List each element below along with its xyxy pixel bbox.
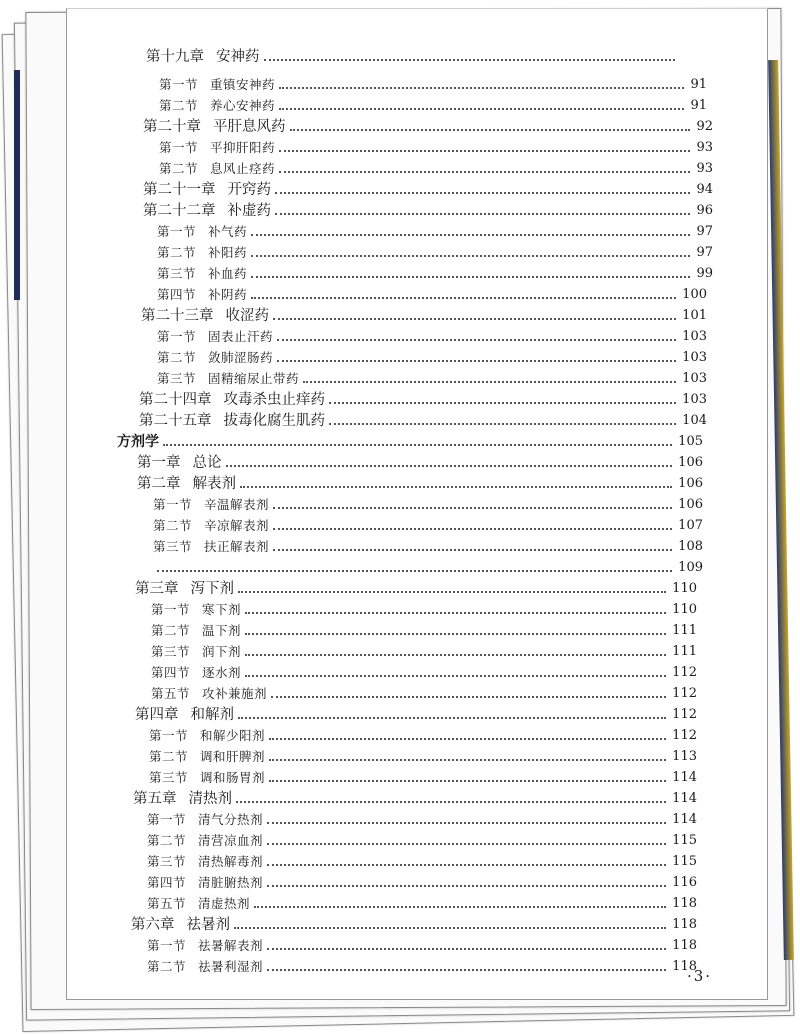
toc-entry-text: 泻下剂	[190, 581, 234, 597]
toc-entry-number: 第一节	[149, 728, 189, 743]
leader-dots	[279, 171, 690, 173]
toc-entry-text: 辛温解表剂	[204, 497, 270, 512]
toc-entry-text: 和解剂	[190, 707, 234, 723]
toc-section-row	[147, 959, 697, 975]
toc-entry-title	[157, 350, 277, 366]
toc-section-row	[147, 896, 697, 912]
toc-entry-text: 补虚药	[227, 203, 271, 219]
toc-section-row	[153, 560, 703, 576]
toc-entry-number: 第二节	[159, 98, 199, 113]
toc-section-row	[157, 245, 713, 261]
toc-entry-number: 第一节	[147, 812, 187, 827]
toc-entry-number: 第三节	[157, 266, 197, 281]
toc-entry-title	[159, 98, 279, 114]
toc-entry-text: 补血药	[208, 266, 248, 281]
leader-dots	[251, 297, 676, 299]
leader-dots	[267, 969, 666, 971]
toc-entry-number: 第二十五章	[139, 413, 212, 429]
toc-entry-title	[146, 49, 264, 65]
toc-entry-text: 清虚热剂	[198, 896, 251, 911]
toc-entry-text: 调和肝脾剂	[200, 749, 266, 764]
toc-chapter-row	[141, 308, 707, 324]
toc-entry-title	[147, 812, 267, 828]
leader-dots	[279, 108, 684, 110]
toc-entry-text: 总论	[192, 455, 222, 471]
toc-entry-text: 祛暑利湿剂	[198, 959, 264, 974]
toc-section-row	[159, 77, 707, 93]
toc-chapter-row	[146, 49, 681, 65]
toc-entry-text: 调和肠胃剂	[200, 770, 266, 785]
toc-entry-page: 105	[678, 434, 703, 449]
toc-entry-number: 第二节	[153, 518, 193, 533]
toc-entry-text: 解表剂	[192, 476, 236, 492]
leader-dots	[251, 276, 690, 278]
toc-entry-title	[117, 434, 163, 450]
toc-entry-page: 94	[696, 182, 713, 197]
toc-entry-number: 第二十三章	[141, 308, 214, 324]
toc-entry-title	[131, 917, 234, 933]
book-cover-edge	[14, 70, 20, 300]
leader-dots	[236, 801, 666, 803]
toc-entry-page: 118	[672, 959, 697, 974]
toc-chapter-row	[139, 392, 707, 408]
toc-entry-page: 110	[672, 581, 697, 596]
toc-entry-title	[143, 182, 275, 198]
toc-section-row	[159, 140, 713, 156]
leader-dots	[329, 423, 676, 425]
toc-entry-page: 107	[678, 518, 703, 533]
leader-dots	[238, 591, 666, 593]
toc-entry-number: 第三节	[157, 371, 197, 386]
toc-section-row	[147, 812, 697, 828]
leader-dots	[275, 192, 690, 194]
toc-entry-page: 115	[672, 833, 697, 848]
toc-chapter-row	[143, 119, 713, 135]
toc-entry-title	[153, 497, 273, 513]
toc-entry-text: 补阳药	[208, 245, 248, 260]
toc-entry-text: 清热解毒剂	[198, 854, 264, 869]
toc-entry-title	[147, 833, 267, 849]
toc-entry-number: 第一节	[157, 329, 197, 344]
leader-dots	[245, 633, 666, 635]
toc-entry-page: 91	[690, 77, 707, 92]
toc-section-row	[157, 224, 713, 240]
toc-entry-text: 逐水剂	[202, 665, 242, 680]
toc-section-row	[151, 623, 697, 639]
leader-dots	[267, 885, 666, 887]
toc-entry-title	[157, 224, 251, 240]
toc-entry-text: 润下剂	[202, 644, 242, 659]
toc-entry-text: 敛肺涩肠药	[208, 350, 274, 365]
leader-dots	[273, 549, 672, 551]
toc-chapter-row	[135, 581, 697, 597]
toc-entry-number: 第二节	[157, 350, 197, 365]
toc-entry-number: 第二章	[137, 476, 181, 492]
toc-entry-title	[137, 476, 240, 492]
toc-section-row	[157, 266, 713, 282]
toc-section-row	[153, 518, 703, 534]
toc-entry-number: 第三节	[151, 644, 191, 659]
toc-entry-title	[143, 203, 275, 219]
toc-chapter-row	[137, 476, 703, 492]
toc-entry-page: 106	[678, 455, 703, 470]
toc-chapter-row	[137, 455, 703, 471]
toc-entry-page: 118	[672, 896, 697, 911]
leader-dots	[267, 864, 666, 866]
toc-entry-page: 104	[682, 413, 707, 428]
toc-entry-text: 清脏腑热剂	[198, 875, 264, 890]
toc-entry-text: 息风止痉药	[210, 161, 276, 176]
toc-entry-page: 106	[678, 476, 703, 491]
toc-entry-page: 110	[672, 602, 697, 617]
toc-entry-title	[143, 119, 290, 135]
toc-entry-number: 第十九章	[146, 49, 204, 65]
toc-section-row	[157, 350, 707, 366]
toc-entry-title	[159, 161, 279, 177]
leader-dots	[163, 444, 672, 446]
toc-section-row	[157, 329, 707, 345]
toc-entry-title	[137, 455, 226, 471]
toc-entry-page: 112	[672, 707, 697, 722]
toc-section-row	[149, 770, 697, 786]
toc-entry-number: 第五章	[133, 791, 177, 807]
leader-dots	[267, 843, 666, 845]
toc-chapter-row	[143, 203, 713, 219]
toc-entry-text: 扶正解表剂	[204, 539, 270, 554]
leader-dots	[251, 255, 690, 257]
toc-section-row	[157, 371, 707, 387]
leader-dots	[329, 402, 676, 404]
toc-entry-page: 113	[672, 749, 697, 764]
toc-entry-text: 清气分热剂	[198, 812, 264, 827]
toc-entry-title	[157, 329, 277, 345]
toc-entry-number: 第一章	[137, 455, 181, 471]
leader-dots	[254, 906, 666, 908]
toc-entry-number: 第五节	[151, 686, 191, 701]
toc-entry-page: 111	[672, 644, 697, 659]
toc-entry-text: 重镇安神药	[210, 77, 276, 92]
toc-page	[66, 8, 768, 1000]
leader-dots	[271, 696, 666, 698]
toc-entry-page: 103	[682, 371, 707, 386]
toc-section-row	[149, 728, 697, 744]
toc-entry-page: 97	[696, 224, 713, 239]
toc-entry-title	[153, 518, 273, 534]
toc-section-row	[151, 665, 697, 681]
toc-entry-number: 第三章	[135, 581, 179, 597]
leader-dots	[277, 360, 676, 362]
toc-entry-page: 114	[672, 812, 697, 827]
toc-entry-page: 99	[696, 266, 713, 281]
toc-entry-number: 第二节	[147, 833, 187, 848]
toc-entry-page: 116	[672, 875, 697, 890]
leader-dots	[267, 822, 666, 824]
toc-entry-number: 第二十四章	[139, 392, 212, 408]
toc-entry-text: 祛暑解表剂	[198, 938, 264, 953]
toc-section-row	[147, 875, 697, 891]
toc-entry-text: 攻补兼施剂	[202, 686, 268, 701]
toc-entry-text: 祛暑剂	[186, 917, 230, 933]
toc-chapter-row	[139, 413, 707, 429]
toc-entry-number: 第六章	[131, 917, 175, 933]
toc-entry-title	[135, 707, 238, 723]
toc-entry-number: 第二十二章	[143, 203, 216, 219]
toc-entry-page: 92	[696, 119, 713, 134]
toc-entry-title	[149, 770, 269, 786]
toc-entry-title	[139, 413, 329, 429]
toc-entry-page: 109	[678, 560, 703, 575]
toc-entry-title	[157, 245, 251, 261]
toc-entry-number: 第一节	[147, 938, 187, 953]
toc-chapter-row	[143, 182, 713, 198]
leader-dots	[303, 381, 676, 383]
leader-dots	[269, 738, 666, 740]
toc-entry-page: 114	[672, 770, 697, 785]
toc-entry-text: 收涩药	[225, 308, 269, 324]
toc-entry-text: 寒下剂	[202, 602, 242, 617]
toc-entry-title	[151, 665, 245, 681]
leader-dots	[267, 948, 666, 950]
toc-entry-text: 平抑肝阳药	[210, 140, 276, 155]
toc-entry-number: 第二节	[149, 749, 189, 764]
leader-dots	[273, 507, 672, 509]
toc-entry-page: 112	[672, 728, 697, 743]
toc-entry-number: 第五节	[147, 896, 187, 911]
toc-entry-text: 补气药	[208, 224, 248, 239]
toc-entry-page: 112	[672, 665, 697, 680]
toc-entry-page: 93	[696, 161, 713, 176]
leader-dots	[279, 87, 684, 89]
toc-entry-title	[151, 602, 245, 618]
toc-entry-page: 115	[672, 854, 697, 869]
toc-section-row	[151, 686, 697, 702]
toc-section-row	[153, 539, 703, 555]
toc-entry-number: 第二节	[159, 161, 199, 176]
toc-entry-title	[147, 896, 254, 912]
toc-entry-title	[141, 308, 273, 324]
toc-entry-title	[153, 539, 273, 555]
toc-entry-page: 97	[696, 245, 713, 260]
toc-entry-page: 111	[672, 623, 697, 638]
leader-dots	[240, 486, 672, 488]
toc-entry-number: 第二节	[151, 623, 191, 638]
toc-entry-text: 安神药	[216, 49, 260, 65]
toc-section-row	[159, 98, 707, 114]
toc-entry-title	[139, 392, 329, 408]
toc-entry-page: 103	[682, 329, 707, 344]
leader-dots	[245, 675, 666, 677]
toc-entry-number: 第二节	[157, 245, 197, 260]
leader-dots	[290, 129, 691, 131]
toc-entry-text: 和解少阳剂	[200, 728, 266, 743]
toc-entry-number: 第三节	[147, 854, 187, 869]
toc-entry-page: 103	[682, 392, 707, 407]
toc-entry-title	[157, 371, 303, 387]
toc-entry-text: 平肝息风药	[213, 119, 286, 135]
toc-entry-text: 清热剂	[188, 791, 232, 807]
toc-entry-text: 开窍药	[227, 182, 271, 198]
toc-entry-number: 第三节	[153, 539, 193, 554]
toc-entry-title	[135, 581, 238, 597]
toc-entry-page: 108	[678, 539, 703, 554]
toc-entry-title	[159, 140, 279, 156]
toc-entry-title	[151, 686, 271, 702]
toc-entry-text: 拔毒化腐生肌药	[223, 413, 325, 429]
toc-entry-title	[159, 77, 279, 93]
toc-entry-text: 温下剂	[202, 623, 242, 638]
toc-chapter-row	[133, 791, 697, 807]
toc-section-row	[159, 161, 713, 177]
toc-entry-text: 补阴药	[208, 287, 248, 302]
toc-entry-page: 112	[672, 686, 697, 701]
toc-entry-page: 93	[696, 140, 713, 155]
toc-part-heading	[117, 434, 703, 450]
leader-dots	[279, 150, 690, 152]
leader-dots	[269, 780, 666, 782]
leader-dots	[251, 234, 690, 236]
toc-section-row	[151, 644, 697, 660]
toc-entry-text: 养心安神药	[210, 98, 276, 113]
toc-entry-number: 第一节	[153, 497, 193, 512]
leader-dots	[277, 339, 676, 341]
leader-dots	[245, 654, 666, 656]
toc-entry-text: 清营凉血剂	[198, 833, 264, 848]
toc-entry-number: 第三节	[149, 770, 189, 785]
toc-entry-title	[149, 749, 269, 765]
toc-entry-title	[147, 959, 267, 975]
toc-entry-title	[147, 875, 267, 891]
toc-entry-page: 91	[690, 98, 707, 113]
leader-dots	[269, 759, 666, 761]
leader-dots	[245, 612, 666, 614]
toc-entry-title	[157, 266, 251, 282]
toc-entry-title	[147, 854, 267, 870]
leader-dots	[238, 717, 666, 719]
page-number-footer: ·3·	[687, 967, 713, 985]
toc-entry-title	[151, 623, 245, 639]
leader-dots	[157, 570, 672, 572]
toc-entry-page: 103	[682, 350, 707, 365]
toc-entry-text: 攻毒杀虫止痒药	[223, 392, 325, 408]
toc-entry-number: 第四节	[147, 875, 187, 890]
toc-entry-page: 106	[678, 497, 703, 512]
toc-entry-number: 第四节	[151, 665, 191, 680]
toc-entry-title	[149, 728, 269, 744]
toc-entry-number: 第一节	[159, 140, 199, 155]
toc-entry-text: 辛凉解表剂	[204, 518, 270, 533]
leader-dots	[273, 318, 676, 320]
toc-section-row	[147, 833, 697, 849]
toc-entry-title	[151, 644, 245, 660]
toc-entry-text: 方剂学	[117, 434, 159, 450]
toc-entry-number: 第四节	[157, 287, 197, 302]
toc-chapter-row	[135, 707, 697, 723]
toc-entry-number: 第一节	[159, 77, 199, 92]
toc-entry-page: 118	[672, 938, 697, 953]
toc-entry-text: 固精缩尿止带药	[208, 371, 300, 386]
toc-chapter-row	[131, 917, 697, 933]
toc-section-row	[149, 749, 697, 765]
leader-dots	[234, 927, 666, 929]
toc-section-row	[157, 287, 707, 303]
leader-dots	[226, 465, 673, 467]
leader-dots	[264, 59, 676, 61]
toc-entry-page: 100	[682, 287, 707, 302]
toc-entry-title	[147, 938, 267, 954]
leader-dots	[273, 528, 672, 530]
toc-entry-number: 第一节	[157, 224, 197, 239]
toc-entry-number: 第二十一章	[143, 182, 216, 198]
toc-section-row	[147, 938, 697, 954]
toc-section-row	[153, 497, 703, 513]
toc-entry-number: 第一节	[151, 602, 191, 617]
toc-section-row	[151, 602, 697, 618]
toc-entry-page: 114	[672, 791, 697, 806]
toc-entry-page: 96	[696, 203, 713, 218]
toc-entry-title	[133, 791, 236, 807]
toc-entry-title	[157, 287, 251, 303]
toc-entry-text: 固表止汗药	[208, 329, 274, 344]
toc-entry-page: 101	[682, 308, 707, 323]
toc-entry-number: 第二节	[147, 959, 187, 974]
toc-entry-number: 第四章	[135, 707, 179, 723]
toc-entry-page: 118	[672, 917, 697, 932]
leader-dots	[275, 213, 690, 215]
toc-entry-number: 第二十章	[143, 119, 201, 135]
toc-section-row	[147, 854, 697, 870]
